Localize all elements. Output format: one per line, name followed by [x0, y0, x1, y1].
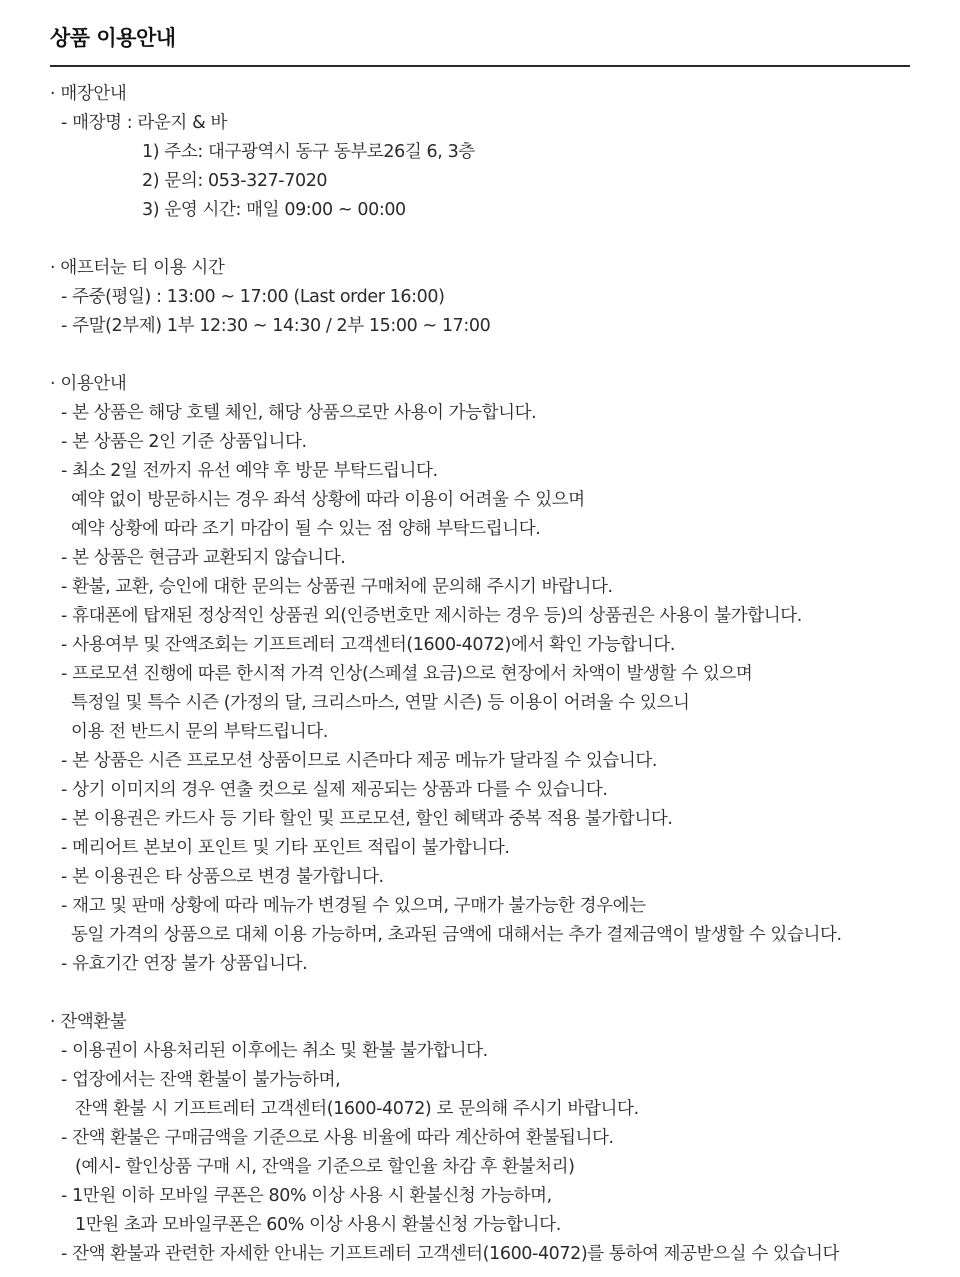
guide-line: - 최소 2일 전까지 유선 예약 후 방문 부탁드립니다.: [61, 461, 438, 481]
guide-line: - 재고 및 판매 상황에 따라 메뉴가 변경될 수 있으며, 구매가 불가능한 경우에는: [61, 896, 646, 916]
guide-line: 동일 가격의 상품으로 대체 이용 가능하며, 초과된 금액에 대해서는 추가 결제금액이 발생할 수 있습니다.: [71, 925, 842, 945]
guide-line: - 본 상품은 현금과 교환되지 않습니다.: [61, 548, 346, 568]
guide-line: 이용 전 반드시 문의 부탁드립니다.: [71, 722, 328, 742]
guide-line: - 매장명 : 라운지 & 바: [61, 113, 228, 133]
guide-line: - 본 상품은 해당 호텔 체인, 해당 상품으로만 사용이 가능합니다.: [61, 403, 537, 423]
guide-line: - 사용여부 및 잔액조회는 기프트레터 고객센터(1600-4072)에서 확인 가능합니다.: [61, 635, 675, 655]
guide-line: - 업장에서는 잔액 환불이 불가능하며,: [61, 1070, 341, 1090]
guide-line: - 본 상품은 시즌 프로모션 상품이므로 시즌마다 제공 메뉴가 달라질 수 있습니다.: [61, 751, 658, 771]
section-heading: · 매장안내: [50, 84, 127, 104]
guide-line: 예약 상황에 따라 조기 마감이 될 수 있는 점 양해 부탁드립니다.: [71, 519, 541, 539]
guide-line: - 본 이용권은 타 상품으로 변경 불가합니다.: [61, 867, 384, 887]
guide-line: 잔액 환불 시 기프트레터 고객센터(1600-4072) 로 문의해 주시기 바랍니다.: [75, 1099, 639, 1119]
guide-line: 예약 없이 방문하시는 경우 좌석 상황에 따라 이용이 어려울 수 있으며: [71, 490, 585, 510]
guide-line: 3) 운영 시간: 매일 09:00 ~ 00:00: [142, 200, 406, 220]
section-heading: · 애프터눈 티 이용 시간: [50, 258, 225, 278]
section-spacer: [50, 979, 930, 1008]
product-usage-guide: [50, 80, 930, 1269]
page-title: 상품 이용안내: [50, 26, 176, 50]
section-heading: · 이용안내: [50, 374, 127, 394]
guide-line: - 본 상품은 2인 기준 상품입니다.: [61, 432, 307, 452]
guide-line: - 유효기간 연장 불가 상품입니다.: [61, 954, 308, 974]
guide-line: - 프로모션 진행에 따른 한시적 가격 인상(스페셜 요금)으로 현장에서 차액이 발생할 수 있으며: [61, 664, 753, 684]
guide-line: - 휴대폰에 탑재된 정상적인 상품권 외(인증번호만 제시하는 경우 등)의 상품권은 사용이 불가합니다.: [61, 606, 802, 626]
guide-line: - 본 이용권은 카드사 등 기타 할인 및 프로모션, 할인 혜택과 중복 적용 불가합니다.: [61, 809, 673, 829]
guide-line: (예시- 할인상품 구매 시, 잔액을 기준으로 할인율 차감 후 환불처리): [75, 1157, 575, 1177]
guide-line: - 이용권이 사용처리된 이후에는 취소 및 환불 불가합니다.: [61, 1041, 488, 1061]
guide-line: - 메리어트 본보이 포인트 및 기타 포인트 적립이 불가합니다.: [61, 838, 510, 858]
guide-line: 특정일 및 특수 시즌 (가정의 달, 크리스마스, 연말 시즌) 등 이용이 어려울 수 있으니: [71, 693, 690, 713]
section-heading: · 잔액환불: [50, 1012, 127, 1032]
section-spacer: [50, 225, 930, 254]
guide-line: - 잔액 환불은 구매금액을 기준으로 사용 비율에 따라 계산하여 환불됩니다.: [61, 1128, 614, 1148]
guide-line: 1) 주소: 대구광역시 동구 동부로26길 6, 3층: [142, 142, 475, 162]
section-spacer: [50, 341, 930, 370]
guide-line: - 1만원 이하 모바일 쿠폰은 80% 이상 사용 시 환불신청 가능하며,: [61, 1186, 552, 1206]
guide-line: - 환불, 교환, 승인에 대한 문의는 상품권 구매처에 문의해 주시기 바랍니다.: [61, 577, 613, 597]
guide-line: - 잔액 환불과 관련한 자세한 안내는 기프트레터 고객센터(1600-4072)를 통하여 제공받으실 수 있습니다: [61, 1244, 840, 1264]
title-divider: [50, 65, 910, 67]
guide-line: 2) 문의: 053-327-7020: [142, 171, 328, 191]
guide-line: 1만원 초과 모바일쿠폰은 60% 이상 사용시 환불신청 가능합니다.: [75, 1215, 561, 1235]
guide-line: - 상기 이미지의 경우 연출 컷으로 실제 제공되는 상품과 다를 수 있습니다.: [61, 780, 608, 800]
guide-line: - 주중(평일) : 13:00 ~ 17:00 (Last order 16:00): [61, 287, 445, 307]
guide-line: - 주말(2부제) 1부 12:30 ~ 14:30 / 2부 15:00 ~ 17:00: [61, 316, 491, 336]
